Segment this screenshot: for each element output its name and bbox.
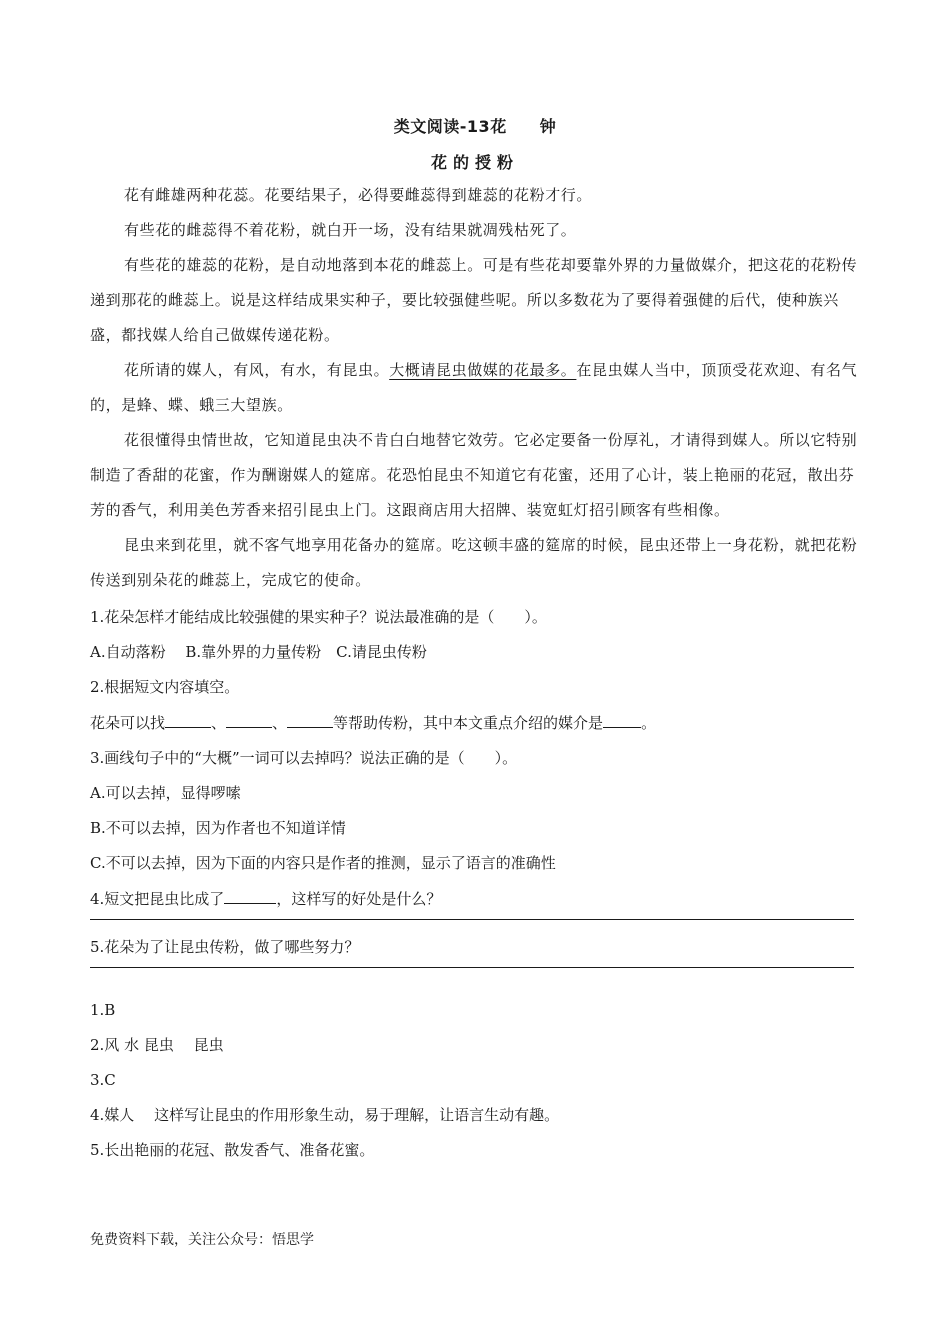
footer-note: 免费资料下载，关注公众号：悟思学 — [90, 1232, 314, 1248]
answer-blank[interactable] — [165, 705, 211, 728]
question-3-option-a: A.可以去掉，显得啰嗦 — [90, 784, 241, 802]
passage-paragraph: 花很懂得虫情世故，它知道昆虫决不肯白白地替它效劳。它必定要备一份厚礼，才请得到媒人。所以它特别制造了香甜的花蜜，作为酬谢媒人的筵席。花恐怕昆虫不知道它有花蜜，还用了心计，装上艳丽的花冠，散出芬芳的香气，利用美色芳香来招引昆虫上门。这跟商店用大招牌、装宽虹灯招引顾客有些相像。 — [90, 431, 858, 519]
passage-paragraph: 花有雌雄两种花蕊。花要结果子，必得要雌蕊得到雄蕊的花粉才行。 — [124, 186, 593, 204]
passage-paragraph — [90, 353, 862, 423]
questions-section — [90, 600, 862, 978]
answer-4: 4.媒人 这样写让昆虫的作用形象生动，易于理解，让语言生动有趣。 — [90, 1106, 560, 1124]
answer-line[interactable] — [90, 919, 854, 920]
passage-title: 花的授粉 — [430, 153, 519, 172]
question-3: 3.画线句子中的“大概”一词可以去掉吗？说法正确的是（ ）。 — [90, 749, 518, 767]
passage-body — [90, 178, 862, 598]
question-4 — [90, 881, 862, 917]
answer-key — [90, 993, 862, 1168]
fill-text: 、 — [211, 714, 227, 732]
question-text: 4.短文把昆虫比成了 — [90, 890, 225, 908]
question-2-fill — [90, 705, 862, 741]
fill-text: 等帮助传粉，其中本文重点介绍的媒介是 — [333, 714, 604, 732]
passage-text: 花所请的媒人，有风，有水，有昆虫。 — [124, 361, 390, 379]
underlined-sentence: 大概请昆虫做媒的花最多。 — [389, 361, 577, 379]
passage-text: 在昆虫媒人当中，顶顶受花欢迎、有名气的，是蜂、蝶、蛾三大望族。 — [90, 361, 858, 414]
question-5: 5.花朵为了让昆虫传粉，做了哪些努力？ — [90, 938, 360, 956]
answer-2: 2.风 水 昆虫 昆虫 — [90, 1036, 224, 1054]
answer-5: 5.长出艳丽的花冠、散发香气、准备花蜜。 — [90, 1141, 375, 1159]
document-title: 类文阅读-13花 钟 — [393, 117, 557, 136]
question-3-option-c: C.不可以去掉，因为下面的内容只是作者的推测，显示了语言的准确性 — [90, 854, 556, 872]
answer-1: 1.B — [90, 1001, 116, 1019]
question-1: 1.花朵怎样才能结成比较强健的果实种子？说法最准确的是（ ）。 — [90, 608, 547, 626]
passage-paragraph: 有些花的雄蕊的花粉，是自动地落到本花的雌蕊上。可是有些花却要靠外界的力量做媒介，把这花的花粉传递到那花的雌蕊上。说是这样结成果实种子，要比较强健些呢。所以多数花为了要得着强健的后代，使种族兴盛，都找媒人给自己做媒传递花粉。 — [90, 256, 858, 344]
question-text: ，这样写的好处是什么？ — [276, 890, 442, 908]
question-1-options: A.自动落粉 B.靠外界的力量传粉 C.请昆虫传粉 — [90, 643, 427, 661]
fill-text: 花朵可以找 — [90, 714, 166, 732]
answer-blank[interactable] — [224, 881, 276, 904]
question-3-option-b: B.不可以去掉，因为作者也不知道详情 — [90, 819, 346, 837]
passage-paragraph: 昆虫来到花里，就不客气地享用花备办的筵席。吃这顿丰盛的筵席的时候，昆虫还带上一身花粉，就把花粉传送到别朵花的雌蕊上，完成它的使命。 — [90, 536, 858, 589]
answer-blank[interactable] — [226, 705, 272, 728]
answer-line[interactable] — [90, 967, 854, 968]
fill-text: 。 — [641, 714, 657, 732]
question-2: 2.根据短文内容填空。 — [90, 678, 240, 696]
fill-text: 、 — [272, 714, 288, 732]
answer-blank[interactable] — [287, 705, 333, 728]
answer-blank[interactable] — [603, 705, 641, 728]
passage-paragraph: 有些花的雌蕊得不着花粉，就白开一场，没有结果就凋残枯死了。 — [124, 221, 577, 239]
answer-3: 3.C — [90, 1071, 116, 1089]
